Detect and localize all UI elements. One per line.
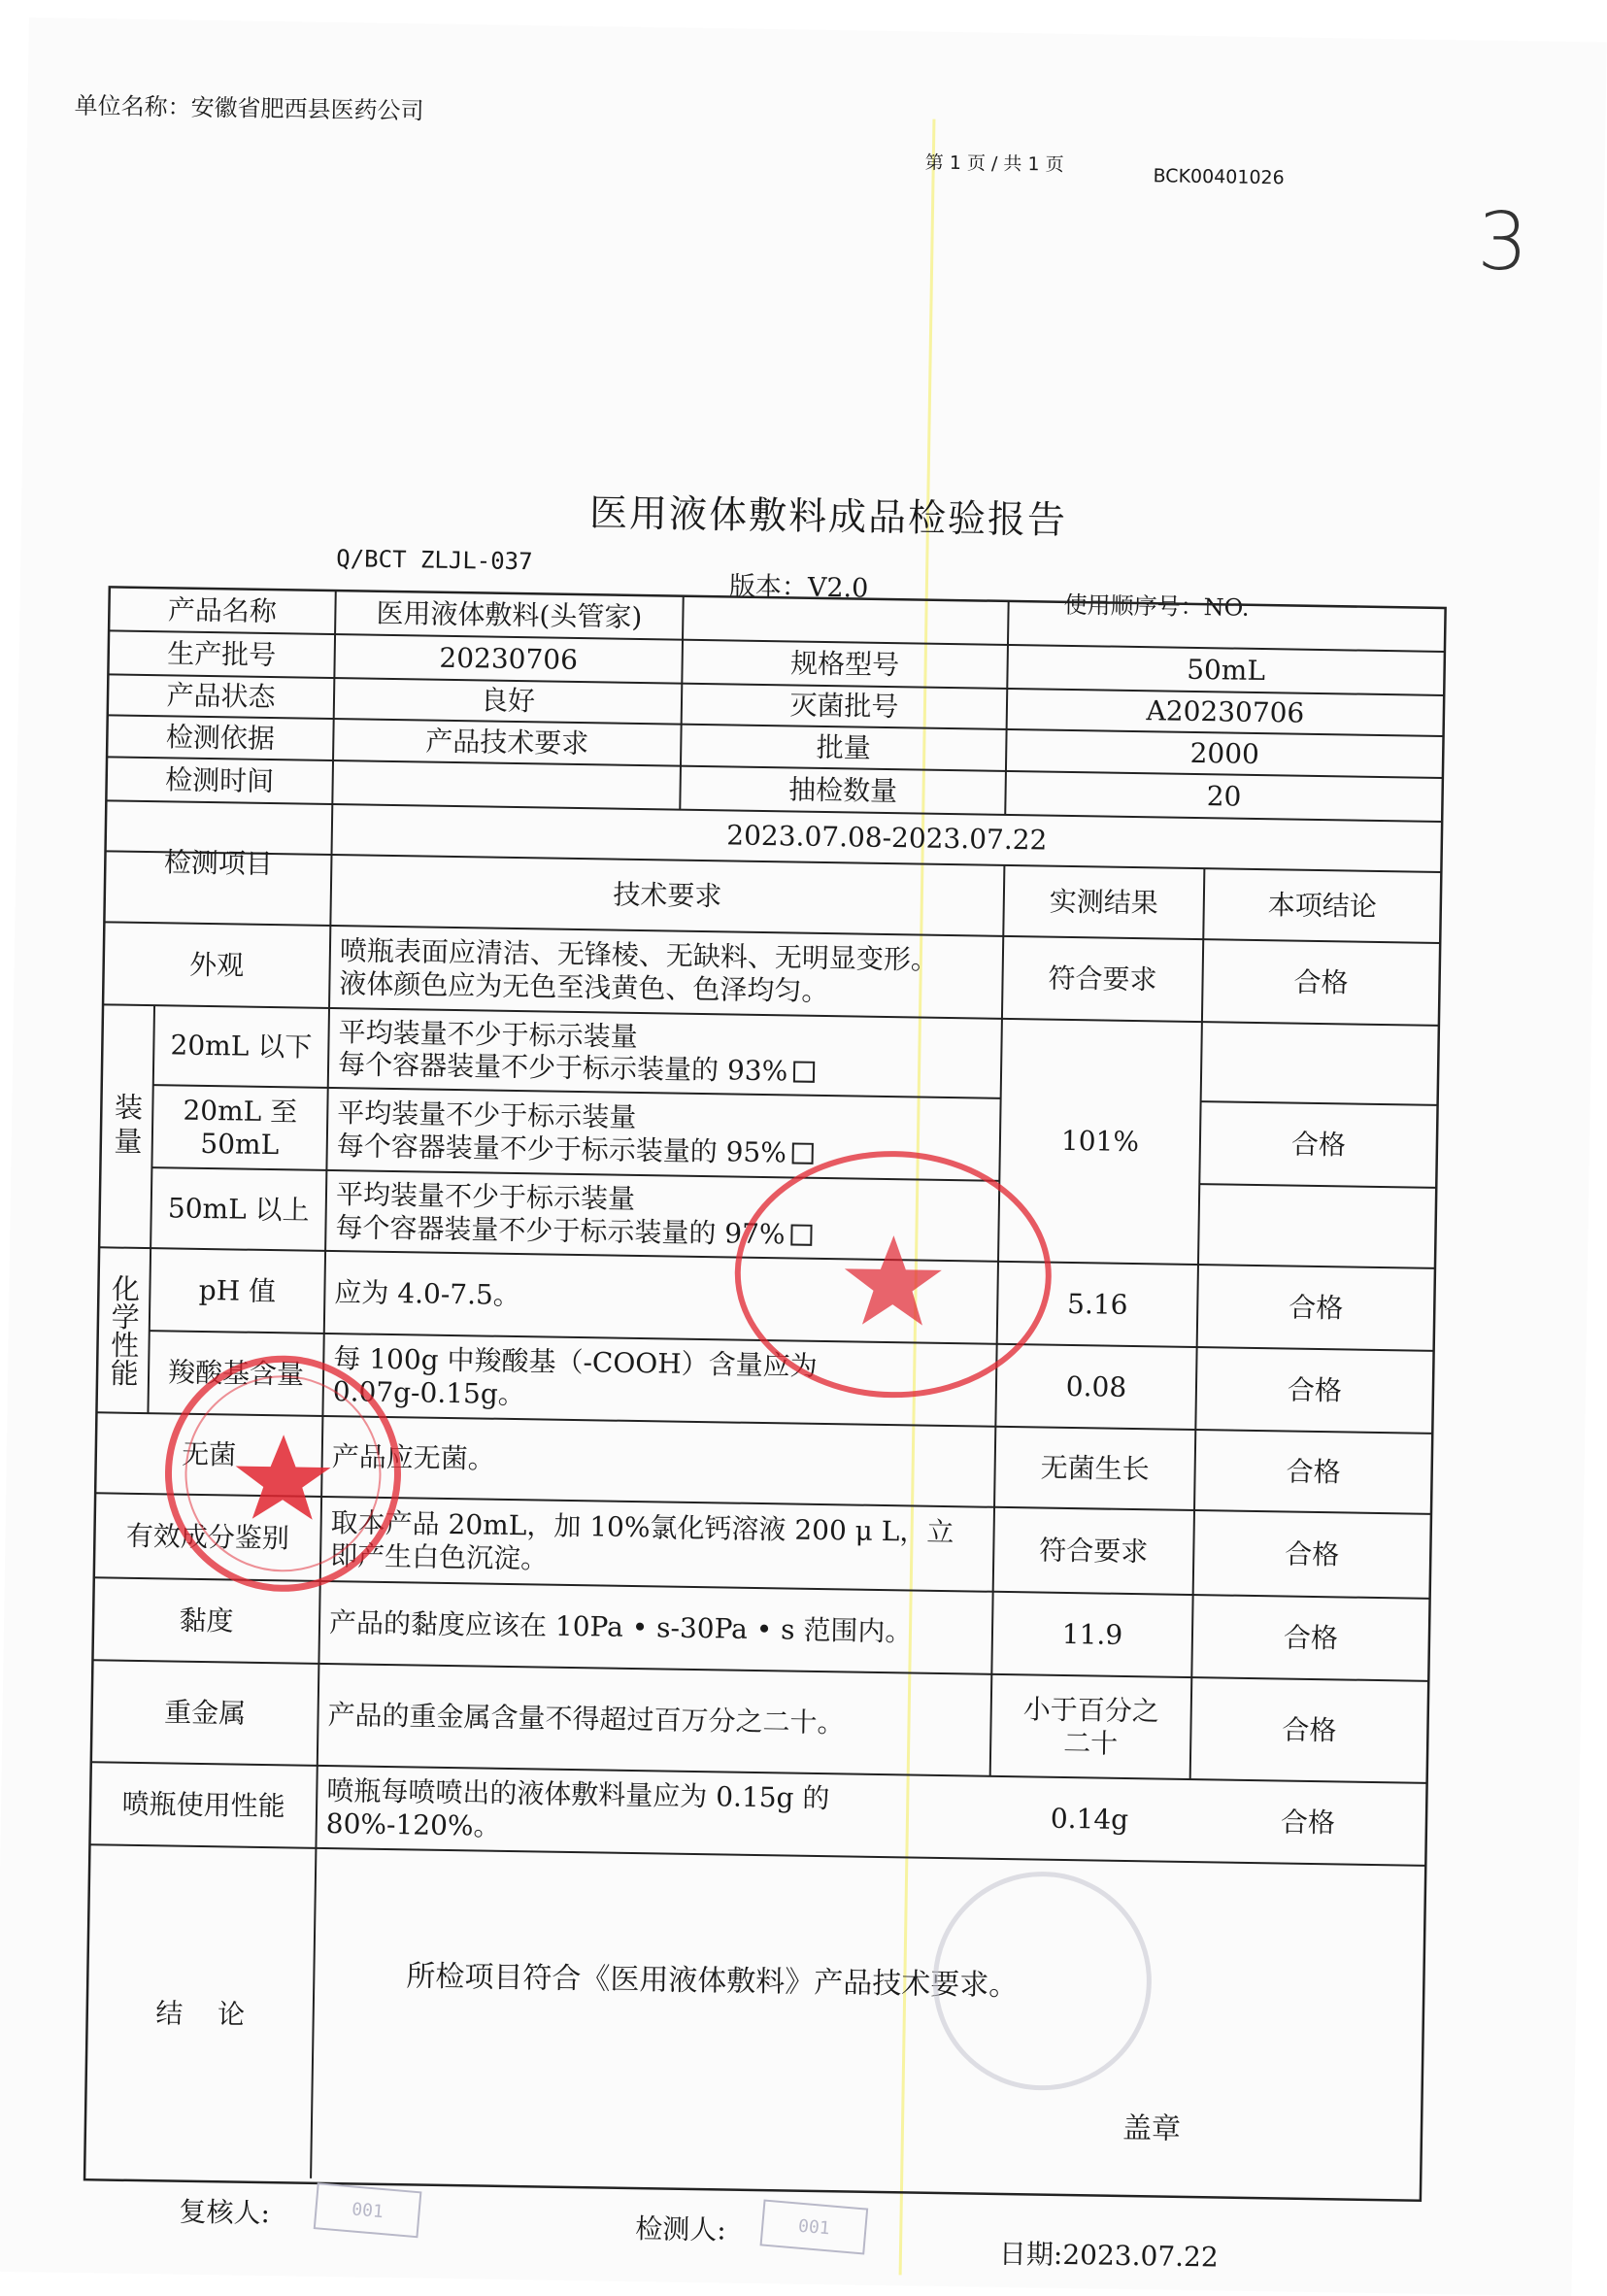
req-appearance-line2: 液体颜色应为无色至浅黄色、色泽均匀。 <box>339 966 829 1007</box>
item-heavy-metal: 重金属 <box>163 1696 247 1730</box>
result-sterile: 无菌生长 <box>1040 1451 1150 1486</box>
req-spray <box>325 1766 989 1859</box>
value-batch: 20230706 <box>439 641 579 676</box>
unit-name: 单位名称：安徽省肥西县医药公司 <box>74 91 424 125</box>
report-title: 医用液体敷料成品检验报告 <box>588 491 1068 543</box>
result-appearance: 符合要求 <box>1048 962 1157 996</box>
value-time: 2023.07.08-2023.07.22 <box>726 819 1048 858</box>
header-item: 检测项目 <box>163 846 274 881</box>
label-state: 产品状态 <box>166 679 276 714</box>
inspector-label: 检测人: <box>635 2212 727 2246</box>
item-viscosity: 黏度 <box>179 1604 234 1638</box>
conclusion-fill: 合格 <box>1290 1128 1347 1162</box>
result-viscosity: 11.9 <box>1061 1617 1123 1651</box>
req-appearance-line1: 喷瓶表面应清洁、无锋棱、无缺料、无明显变形。 <box>339 934 939 977</box>
value-sample: 20 <box>1206 780 1242 813</box>
req-viscosity: 产品的黏度应该在 10Pa • s-30Pa • s 范围内。 <box>328 1606 913 1648</box>
item-appearance: 外观 <box>188 948 245 982</box>
header-result: 实测结果 <box>1049 885 1159 920</box>
req-fill-20-50-line2: 每个容器装量不少于标示装量的 95% <box>336 1129 787 1168</box>
result-carboxyl: 0.08 <box>1065 1369 1127 1403</box>
req-identification-line2: 即产生白色沉淀。 <box>329 1538 549 1575</box>
reviewer-stamp: 001 <box>314 2182 422 2238</box>
red-seal-quality-dept <box>731 1146 1055 1403</box>
label-batch: 生产批号 <box>166 637 277 672</box>
label-lot: 批量 <box>816 730 872 764</box>
final-text: 所检项目符合《医用液体敷料》产品技术要求。 <box>406 1959 1019 2004</box>
label-sample: 抽检数量 <box>787 773 898 808</box>
label-spec: 规格型号 <box>789 647 900 682</box>
handwritten-note: 3 <box>1476 195 1529 289</box>
conclusion-sterile: 合格 <box>1286 1455 1341 1489</box>
req-sterile: 产品应无菌。 <box>331 1440 496 1475</box>
report-date: 日期:2023.07.22 <box>998 2237 1219 2274</box>
item-fill-below-20: 20mL 以下 <box>170 1029 313 1064</box>
conclusion-ph: 合格 <box>1289 1291 1344 1325</box>
value-lot: 2000 <box>1189 736 1260 770</box>
req-fill-above-50-line1: 平均装量不少于标示装量 <box>335 1178 636 1216</box>
req-carboxyl-line1: 每 100g 中羧酸基（-COOH）含量应为 <box>333 1342 818 1383</box>
value-product-name: 医用液体敷料(头管家) <box>376 596 643 633</box>
document-number: Q/BCT ZLJL-037 <box>336 545 533 576</box>
result-identification: 符合要求 <box>1039 1534 1149 1569</box>
value-sterile-batch: A20230706 <box>1146 694 1305 730</box>
req-fill-20-50-line1: 平均装量不少于标示装量 <box>337 1097 637 1134</box>
result-spray: 0.14g <box>1050 1802 1129 1836</box>
page-info: 第 1 页 / 共 1 页 <box>924 152 1064 176</box>
conclusion-appearance: 合格 <box>1293 965 1349 999</box>
req-appearance <box>339 926 1003 1019</box>
req-identification-line1: 取本产品 20mL，加 10%氯化钙溶液 200 μ L，立 <box>330 1506 954 1549</box>
red-seal-company <box>160 1350 407 1597</box>
req-fill-below-20-line2-wrap <box>338 1048 816 1088</box>
value-spec: 50mL <box>1186 653 1266 688</box>
result-heavy-metal-line2: 二十 <box>1062 1726 1119 1760</box>
group-chem: 化学性能 <box>106 1273 142 1387</box>
header-requirement: 技术要求 <box>613 878 722 913</box>
label-product-name: 产品名称 <box>167 593 278 628</box>
version-label: 版本：V2.0 <box>728 571 869 604</box>
checkbox-93 <box>793 1061 815 1082</box>
req-fill-below-20-line1: 平均装量不少于标示装量 <box>338 1016 638 1053</box>
reviewer-label: 复核人: <box>179 2195 271 2230</box>
item-fill-20-50-line2: 50mL <box>200 1127 280 1161</box>
label-basis: 检测依据 <box>165 721 276 756</box>
result-ph: 5.16 <box>1066 1287 1128 1321</box>
req-carboxyl-line2: 0.07g-0.15g。 <box>332 1374 526 1410</box>
label-sterile-batch: 灭菌批号 <box>789 689 899 724</box>
inspector-stamp: 001 <box>760 2199 869 2254</box>
item-fill-20-50 <box>151 1085 327 1170</box>
item-sterile: 无菌 <box>182 1437 237 1471</box>
conclusion-identification: 合格 <box>1285 1537 1340 1571</box>
req-spray-line1: 喷瓶每喷喷出的液体敷料量应为 0.15g 的 <box>326 1774 830 1815</box>
result-heavy-metal <box>990 1674 1192 1779</box>
result-fill: 101% <box>1060 1125 1140 1159</box>
final-label: 结 论 <box>155 1997 246 2031</box>
req-ph: 应为 4.0-7.5。 <box>334 1276 521 1312</box>
conclusion-heavy-metal: 合格 <box>1282 1713 1337 1747</box>
item-spray: 喷瓶使用性能 <box>121 1787 285 1823</box>
conclusion-viscosity: 合格 <box>1283 1621 1339 1655</box>
result-heavy-metal-line1: 小于百分之 <box>1022 1693 1160 1728</box>
faded-seal <box>919 1858 1165 2105</box>
req-fill-above-50-line2: 每个容器装量不少于标示装量的 97% <box>335 1210 786 1250</box>
item-ph: pH 值 <box>198 1273 277 1308</box>
group-fill: 装量 <box>110 1092 145 1161</box>
item-fill-above-50: 50mL 以上 <box>167 1192 310 1227</box>
report-code: BCK00401026 <box>1153 165 1285 189</box>
label-time: 检测时间 <box>164 763 275 798</box>
value-state: 良好 <box>480 684 536 718</box>
req-heavy-metal: 产品的重金属含量不得超过百万分之二十。 <box>327 1699 845 1739</box>
header-conclusion: 本项结论 <box>1267 889 1378 923</box>
req-spray-line2: 80%-120%。 <box>325 1806 501 1842</box>
sequence-number: 使用顺序号：NO. <box>1063 591 1250 622</box>
value-basis: 产品技术要求 <box>425 725 589 760</box>
req-fill-below-20 <box>338 1008 1002 1098</box>
conclusion-carboxyl: 合格 <box>1287 1373 1343 1407</box>
seal-label: 盖章 <box>1122 2110 1182 2146</box>
req-fill-below-20-line2: 每个容器装量不少于标示装量的 93% <box>337 1048 788 1088</box>
item-fill-20-50-line1: 20mL 至 <box>183 1095 298 1129</box>
document-page <box>0 17 1607 2296</box>
conclusion-spray: 合格 <box>1280 1806 1336 1840</box>
item-identification: 有效成分鉴别 <box>125 1519 290 1555</box>
item-carboxyl: 羧酸基含量 <box>167 1356 305 1391</box>
req-identification <box>330 1497 994 1592</box>
